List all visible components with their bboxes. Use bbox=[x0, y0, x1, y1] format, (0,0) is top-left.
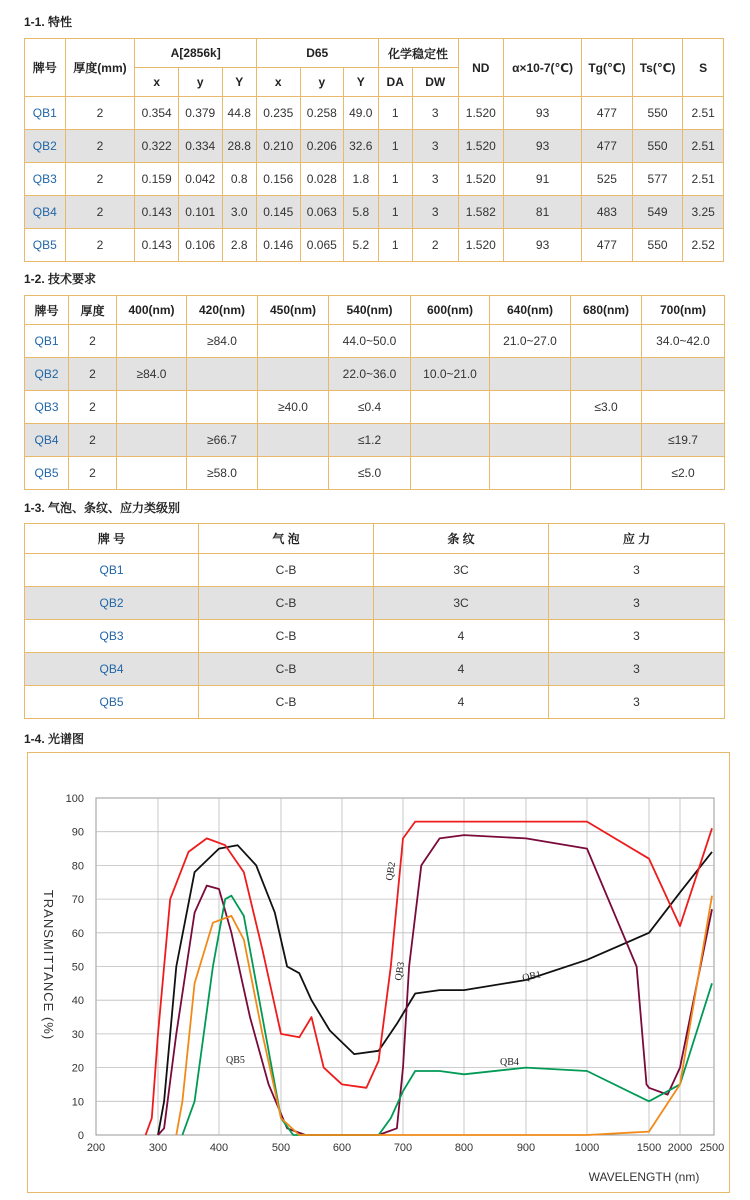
value-cell: 2.8 bbox=[222, 229, 256, 262]
section-title-properties: 1-1. 特性 bbox=[24, 15, 73, 29]
y-tick-label: 70 bbox=[71, 894, 84, 907]
value-cell: 34.0~42.0 bbox=[642, 325, 725, 358]
table-row bbox=[25, 587, 725, 620]
table-row bbox=[25, 130, 724, 163]
series-label-qb3: QB3 bbox=[393, 960, 408, 982]
y-tick-label: 40 bbox=[71, 995, 84, 1008]
value-cell: 4 bbox=[374, 620, 549, 653]
value-cell: 1.520 bbox=[458, 163, 504, 196]
table-row bbox=[25, 424, 725, 457]
value-cell: 32.6 bbox=[344, 130, 378, 163]
y-tick-label: 10 bbox=[71, 1096, 84, 1109]
x-tick-label: 300 bbox=[148, 1142, 168, 1154]
value-cell: 3.0 bbox=[222, 196, 256, 229]
value-cell: 3 bbox=[549, 587, 725, 620]
table-row bbox=[25, 391, 725, 424]
brand-cell: QB2 bbox=[25, 130, 66, 163]
value-cell: 2.51 bbox=[683, 163, 724, 196]
x-tick-label: 2500 bbox=[699, 1142, 725, 1154]
value-cell bbox=[490, 457, 571, 490]
table-row bbox=[25, 653, 725, 686]
value-cell: 81 bbox=[504, 196, 582, 229]
y-tick-label: 60 bbox=[71, 927, 84, 940]
header-a2856k: A[2856k] bbox=[135, 39, 257, 68]
table-row bbox=[25, 457, 725, 490]
value-cell: 3 bbox=[549, 686, 725, 719]
value-cell: 93 bbox=[504, 130, 582, 163]
value-cell: 0.143 bbox=[135, 229, 179, 262]
tech-requirements-header bbox=[25, 296, 725, 325]
column-header: 700(nm) bbox=[642, 296, 725, 325]
value-cell bbox=[571, 424, 642, 457]
value-cell bbox=[258, 457, 329, 490]
value-cell bbox=[187, 358, 258, 391]
x-axis-label: WAVELENGTH (nm) bbox=[588, 1170, 700, 1184]
value-cell: 1.520 bbox=[458, 130, 504, 163]
value-cell bbox=[117, 325, 187, 358]
value-cell: 93 bbox=[504, 97, 582, 130]
brand-cell: QB4 bbox=[25, 196, 66, 229]
x-tick-label: 2000 bbox=[667, 1142, 693, 1154]
value-cell: 525 bbox=[582, 163, 633, 196]
series-label-qb4: QB4 bbox=[500, 1057, 519, 1068]
value-cell: 3 bbox=[412, 163, 458, 196]
value-cell: 0.210 bbox=[256, 130, 300, 163]
value-cell: 3C bbox=[374, 587, 549, 620]
table-row bbox=[25, 358, 725, 391]
value-cell: 577 bbox=[632, 163, 683, 196]
value-cell: ≤3.0 bbox=[571, 391, 642, 424]
value-cell: 550 bbox=[632, 130, 683, 163]
value-cell: 3 bbox=[412, 97, 458, 130]
value-cell: 0.334 bbox=[178, 130, 222, 163]
value-cell bbox=[117, 391, 187, 424]
header-thickness: 厚度(mm) bbox=[65, 39, 135, 97]
value-cell: C-B bbox=[199, 686, 374, 719]
subheader: y bbox=[300, 68, 344, 97]
value-cell: ≤5.0 bbox=[329, 457, 411, 490]
y-axis-label: TRANSMITTANCE (%) bbox=[41, 889, 56, 1041]
header-nd: ND bbox=[458, 39, 504, 97]
value-cell: 91 bbox=[504, 163, 582, 196]
value-cell: 2 bbox=[69, 424, 117, 457]
header-tg: Tg(℃) bbox=[582, 39, 633, 97]
value-cell: ≤2.0 bbox=[642, 457, 725, 490]
value-cell: 2 bbox=[69, 358, 117, 391]
value-cell: 2 bbox=[65, 130, 135, 163]
value-cell: 2.51 bbox=[683, 130, 724, 163]
value-cell bbox=[187, 391, 258, 424]
value-cell: 2 bbox=[65, 229, 135, 262]
value-cell: ≥66.7 bbox=[187, 424, 258, 457]
tech-requirements-body bbox=[25, 325, 725, 490]
brand-cell: QB3 bbox=[25, 163, 66, 196]
defect-levels-header bbox=[25, 524, 725, 554]
value-cell: 0.146 bbox=[256, 229, 300, 262]
value-cell: 0.028 bbox=[300, 163, 344, 196]
y-tick-label: 20 bbox=[71, 1062, 84, 1075]
value-cell: 550 bbox=[632, 97, 683, 130]
properties-table bbox=[24, 38, 724, 262]
value-cell: 3 bbox=[412, 196, 458, 229]
brand-cell: QB2 bbox=[25, 358, 69, 391]
column-header: 600(nm) bbox=[411, 296, 490, 325]
table-row bbox=[25, 229, 724, 262]
x-tick-label: 1000 bbox=[574, 1142, 600, 1154]
header-s: S bbox=[683, 39, 724, 97]
value-cell: 1 bbox=[378, 196, 412, 229]
value-cell: 22.0~36.0 bbox=[329, 358, 411, 391]
y-tick-label: 90 bbox=[71, 826, 84, 839]
column-header: 条 纹 bbox=[374, 524, 549, 554]
brand-cell: QB5 bbox=[25, 229, 66, 262]
value-cell: 1.582 bbox=[458, 196, 504, 229]
value-cell: 0.065 bbox=[300, 229, 344, 262]
brand-cell: QB5 bbox=[25, 457, 69, 490]
column-header: 640(nm) bbox=[490, 296, 571, 325]
value-cell: 1.520 bbox=[458, 229, 504, 262]
value-cell: 2 bbox=[65, 196, 135, 229]
value-cell: 2 bbox=[69, 325, 117, 358]
value-cell: 0.258 bbox=[300, 97, 344, 130]
section-title-spectrum: 1-4. 光谱图 bbox=[24, 732, 85, 746]
value-cell: 5.8 bbox=[344, 196, 378, 229]
series-label-qb2: QB2 bbox=[384, 860, 399, 882]
value-cell: 2 bbox=[69, 457, 117, 490]
spectrum-chart-frame bbox=[27, 752, 730, 1193]
value-cell: 3 bbox=[412, 130, 458, 163]
value-cell: 2.52 bbox=[683, 229, 724, 262]
value-cell: 5.2 bbox=[344, 229, 378, 262]
value-cell bbox=[117, 457, 187, 490]
value-cell: 0.143 bbox=[135, 196, 179, 229]
value-cell: C-B bbox=[199, 653, 374, 686]
column-header: 牌 号 bbox=[25, 524, 199, 554]
header-ts: Ts(℃) bbox=[632, 39, 683, 97]
value-cell: ≥84.0 bbox=[117, 358, 187, 391]
table-row bbox=[25, 686, 725, 719]
value-cell: 28.8 bbox=[222, 130, 256, 163]
value-cell bbox=[258, 358, 329, 391]
brand-cell: QB5 bbox=[25, 686, 199, 719]
value-cell bbox=[490, 391, 571, 424]
value-cell: C-B bbox=[199, 554, 374, 587]
value-cell bbox=[571, 325, 642, 358]
x-tick-label: 400 bbox=[209, 1142, 229, 1154]
value-cell: 549 bbox=[632, 196, 683, 229]
x-tick-label: 500 bbox=[271, 1142, 291, 1154]
value-cell bbox=[411, 424, 490, 457]
value-cell bbox=[411, 457, 490, 490]
value-cell bbox=[258, 424, 329, 457]
column-header: 应 力 bbox=[549, 524, 725, 554]
value-cell: 44.8 bbox=[222, 97, 256, 130]
table-row bbox=[25, 97, 724, 130]
value-cell: ≥40.0 bbox=[258, 391, 329, 424]
value-cell: 3.25 bbox=[683, 196, 724, 229]
properties-table-body bbox=[25, 97, 724, 262]
column-header: 牌号 bbox=[25, 296, 69, 325]
value-cell: ≤19.7 bbox=[642, 424, 725, 457]
column-header: 540(nm) bbox=[329, 296, 411, 325]
defect-levels-body bbox=[25, 554, 725, 719]
value-cell: 3 bbox=[549, 554, 725, 587]
y-tick-label: 50 bbox=[71, 961, 84, 974]
subheader: Y bbox=[222, 68, 256, 97]
x-tick-label: 600 bbox=[332, 1142, 352, 1154]
column-header: 420(nm) bbox=[187, 296, 258, 325]
value-cell: 550 bbox=[632, 229, 683, 262]
value-cell: ≤1.2 bbox=[329, 424, 411, 457]
value-cell: 10.0~21.0 bbox=[411, 358, 490, 391]
table-row bbox=[25, 620, 725, 653]
value-cell: 477 bbox=[582, 97, 633, 130]
value-cell bbox=[490, 358, 571, 391]
value-cell: 1.520 bbox=[458, 97, 504, 130]
value-cell: 483 bbox=[582, 196, 633, 229]
subheader: x bbox=[256, 68, 300, 97]
value-cell: ≤0.4 bbox=[329, 391, 411, 424]
column-header: 450(nm) bbox=[258, 296, 329, 325]
subheader: x bbox=[135, 68, 179, 97]
section-title-tech-requirements: 1-2. 技术要求 bbox=[24, 272, 97, 286]
tech-requirements-table bbox=[24, 295, 725, 490]
value-cell: 1 bbox=[378, 97, 412, 130]
value-cell bbox=[571, 358, 642, 391]
value-cell: 2 bbox=[412, 229, 458, 262]
value-cell: 49.0 bbox=[344, 97, 378, 130]
subheader: Y bbox=[344, 68, 378, 97]
value-cell: 1 bbox=[378, 163, 412, 196]
table-row bbox=[25, 554, 725, 587]
brand-cell: QB1 bbox=[25, 554, 199, 587]
value-cell: 93 bbox=[504, 229, 582, 262]
section-title-defect-levels: 1-3. 气泡、条纹、应力类级别 bbox=[24, 501, 181, 515]
value-cell: 0.206 bbox=[300, 130, 344, 163]
value-cell: 477 bbox=[582, 130, 633, 163]
x-tick-label: 200 bbox=[86, 1142, 106, 1154]
subheader: y bbox=[178, 68, 222, 97]
brand-cell: QB4 bbox=[25, 653, 199, 686]
value-cell: 0.322 bbox=[135, 130, 179, 163]
header-d65: D65 bbox=[256, 39, 378, 68]
value-cell: 3C bbox=[374, 554, 549, 587]
y-tick-label: 0 bbox=[77, 1130, 84, 1142]
value-cell: 0.156 bbox=[256, 163, 300, 196]
value-cell: C-B bbox=[199, 620, 374, 653]
table-row bbox=[25, 163, 724, 196]
value-cell bbox=[571, 457, 642, 490]
brand-cell: QB2 bbox=[25, 587, 199, 620]
table-row bbox=[25, 196, 724, 229]
value-cell: 0.354 bbox=[135, 97, 179, 130]
value-cell bbox=[490, 424, 571, 457]
spectrum-chart bbox=[28, 753, 729, 1192]
value-cell: 0.106 bbox=[178, 229, 222, 262]
value-cell: 2 bbox=[69, 391, 117, 424]
value-cell: 0.159 bbox=[135, 163, 179, 196]
value-cell: 1.8 bbox=[344, 163, 378, 196]
value-cell: 0.101 bbox=[178, 196, 222, 229]
brand-cell: QB1 bbox=[25, 325, 69, 358]
value-cell: 1 bbox=[378, 130, 412, 163]
table-row bbox=[25, 325, 725, 358]
y-tick-label: 80 bbox=[71, 860, 84, 873]
brand-cell: QB4 bbox=[25, 424, 69, 457]
value-cell: 477 bbox=[582, 229, 633, 262]
y-tick-label: 100 bbox=[65, 793, 84, 805]
value-cell: ≥58.0 bbox=[187, 457, 258, 490]
column-header: 400(nm) bbox=[117, 296, 187, 325]
value-cell bbox=[117, 424, 187, 457]
value-cell: 4 bbox=[374, 686, 549, 719]
value-cell: 2.51 bbox=[683, 97, 724, 130]
value-cell: ≥84.0 bbox=[187, 325, 258, 358]
value-cell: 3 bbox=[549, 653, 725, 686]
header-chem-stability: 化学稳定性 bbox=[378, 39, 458, 68]
value-cell bbox=[411, 391, 490, 424]
brand-cell: QB3 bbox=[25, 391, 69, 424]
value-cell: 0.063 bbox=[300, 196, 344, 229]
value-cell: 0.145 bbox=[256, 196, 300, 229]
value-cell: 0.8 bbox=[222, 163, 256, 196]
value-cell: 44.0~50.0 bbox=[329, 325, 411, 358]
value-cell bbox=[642, 358, 725, 391]
brand-cell: QB3 bbox=[25, 620, 199, 653]
value-cell: 0.379 bbox=[178, 97, 222, 130]
value-cell: C-B bbox=[199, 587, 374, 620]
header-brand: 牌号 bbox=[25, 39, 66, 97]
value-cell bbox=[642, 391, 725, 424]
y-tick-label: 30 bbox=[71, 1028, 84, 1041]
value-cell: 3 bbox=[549, 620, 725, 653]
value-cell: 0.042 bbox=[178, 163, 222, 196]
series-label-qb1: QB1 bbox=[521, 969, 543, 984]
x-tick-label: 1500 bbox=[636, 1142, 662, 1154]
brand-cell: QB1 bbox=[25, 97, 66, 130]
column-header: 厚度 bbox=[69, 296, 117, 325]
series-label-qb5: QB5 bbox=[226, 1055, 245, 1066]
value-cell bbox=[258, 325, 329, 358]
value-cell: 1 bbox=[378, 229, 412, 262]
subheader: DW bbox=[412, 68, 458, 97]
column-header: 680(nm) bbox=[571, 296, 642, 325]
column-header: 气 泡 bbox=[199, 524, 374, 554]
value-cell: 2 bbox=[65, 97, 135, 130]
header-alpha: α×10-7(℃) bbox=[504, 39, 582, 97]
x-tick-label: 900 bbox=[516, 1142, 536, 1154]
x-tick-label: 700 bbox=[393, 1142, 413, 1154]
value-cell: 21.0~27.0 bbox=[490, 325, 571, 358]
value-cell: 2 bbox=[65, 163, 135, 196]
x-tick-label: 800 bbox=[454, 1142, 474, 1154]
subheader: DA bbox=[378, 68, 412, 97]
value-cell: 0.235 bbox=[256, 97, 300, 130]
defect-levels-table bbox=[24, 523, 725, 719]
value-cell: 4 bbox=[374, 653, 549, 686]
value-cell bbox=[411, 325, 490, 358]
